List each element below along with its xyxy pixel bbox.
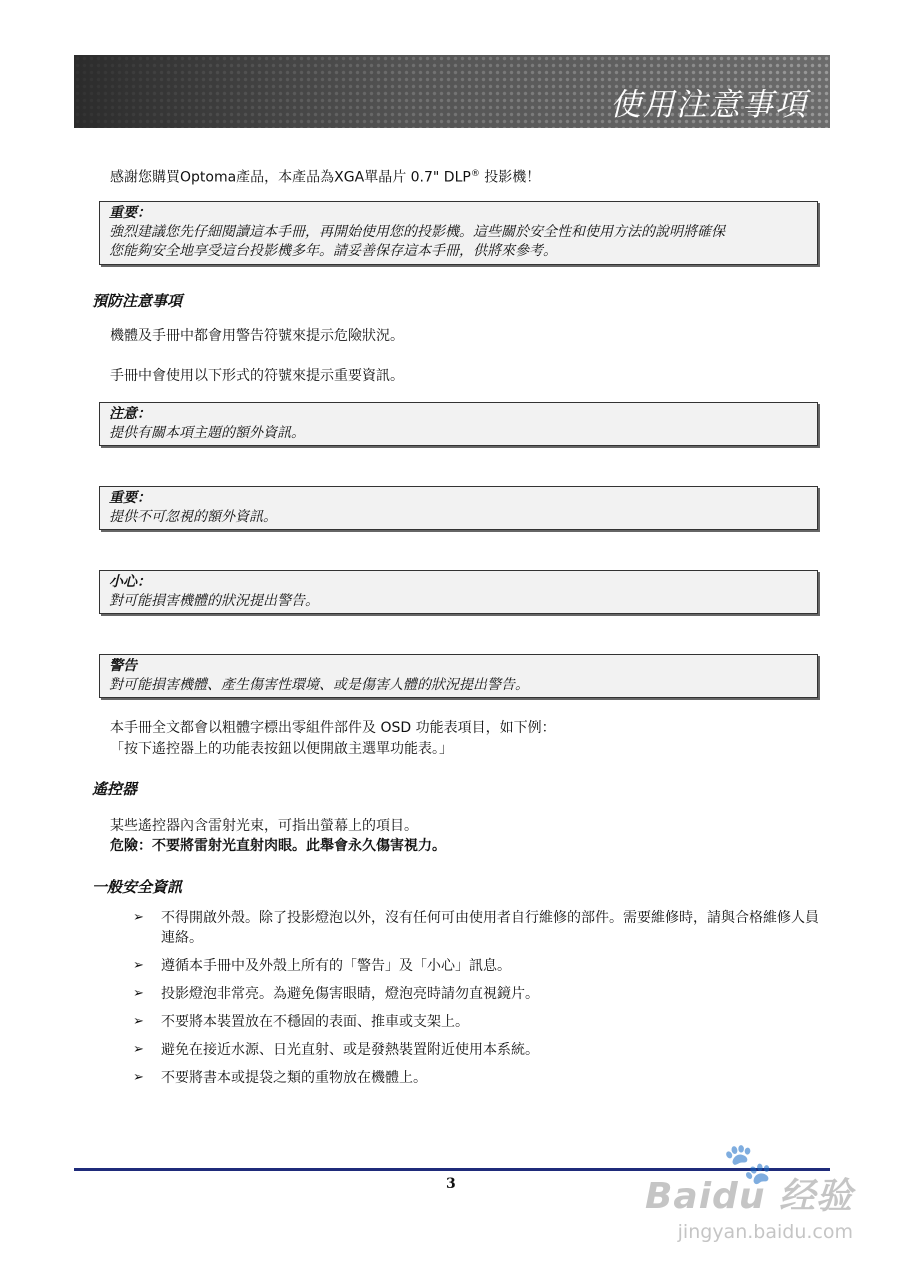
- important-box-line1: 強烈建議您先仔細閱讀這本手冊，再開始使用您的投影機。這些關於安全性和使用方法的說明將確保: [109, 224, 725, 240]
- general-heading: 一般安全資訊: [92, 878, 183, 896]
- bold-note-line2: 「按下遙控器上的功能表按鈕以便開啟主選單功能表。」: [110, 741, 453, 757]
- watermark-url: jingyan.baidu.com: [677, 1221, 853, 1243]
- notice-text: 對可能損害機體的狀況提出警告。: [109, 593, 319, 609]
- header-banner: [74, 55, 830, 128]
- notice-box-warning: [99, 654, 818, 698]
- list-item: [133, 956, 823, 976]
- notice-text: 提供有關本項主題的額外資訊。: [109, 425, 305, 441]
- notice-box-caution: [99, 570, 818, 614]
- precautions-heading: 預防注意事項: [92, 292, 183, 310]
- notice-text: 對可能損害機體、產生傷害性環境、或是傷害人體的狀況提出警告。: [109, 677, 529, 693]
- notice-box-important: [99, 486, 818, 530]
- arrow-bullet-icon: ➢: [133, 958, 144, 973]
- notice-text: 提供不可忽視的額外資訊。: [109, 509, 277, 525]
- precautions-para1: 機體及手冊中都會用警告符號來提示危險狀況。: [110, 328, 404, 344]
- list-item: [133, 1068, 823, 1088]
- notice-title: 重要：: [109, 490, 151, 506]
- arrow-bullet-icon: ➢: [133, 910, 144, 925]
- page-title: 使用注意事項: [610, 87, 808, 123]
- list-item-text: 遵循本手冊中及外殼上所有的「警告」及「小心」訊息。: [161, 958, 511, 974]
- remote-heading: 遙控器: [92, 780, 138, 798]
- list-item: [133, 984, 823, 1004]
- important-box-line2: 您能夠安全地享受這台投影機多年。請妥善保存這本手冊，供將來參考。: [109, 243, 557, 259]
- precautions-para2: 手冊中會使用以下形式的符號來提示重要資訊。: [110, 368, 404, 384]
- registered-mark: ®: [470, 169, 480, 179]
- watermark-logo: Baidu 经验: [644, 1176, 853, 1217]
- notice-box-note: [99, 402, 818, 446]
- page-number: 3: [446, 1176, 456, 1192]
- notice-title: 小心：: [109, 574, 151, 590]
- bold-note-line1: 本手冊全文都會以粗體字標出零組件部件及 OSD 功能表項目，如下例：: [110, 720, 556, 736]
- arrow-bullet-icon: ➢: [133, 986, 144, 1001]
- list-item-text: 投影燈泡非常亮。為避免傷害眼睛，燈泡亮時請勿直視鏡片。: [161, 986, 539, 1002]
- list-item-text: 不要將書本或提袋之類的重物放在機體上。: [161, 1070, 427, 1086]
- intro-text: [110, 164, 540, 188]
- notice-title: 警告: [109, 658, 137, 674]
- arrow-bullet-icon: ➢: [133, 1014, 144, 1029]
- list-item-text: 不要將本裝置放在不穩固的表面、推車或支架上。: [161, 1014, 469, 1030]
- important-box-title: 重要：: [109, 205, 151, 221]
- paw-icon: 🐾: [722, 1141, 773, 1187]
- safety-list: [133, 908, 823, 1096]
- list-item-text: 避免在接近水源、日光直射、或是發熱裝置附近使用本系統。: [161, 1042, 539, 1058]
- intro-main: 感謝您購買Optoma產品，本產品為XGA單晶片 0.7" DLP: [110, 169, 471, 186]
- arrow-bullet-icon: ➢: [133, 1070, 144, 1085]
- remote-line1: 某些遙控器內含雷射光束，可指出螢幕上的項目。: [110, 818, 418, 834]
- list-item: [133, 1012, 823, 1032]
- intro-tail: 投影機！: [479, 169, 541, 186]
- list-item: [133, 908, 823, 948]
- baidu-watermark: [644, 1141, 853, 1243]
- remote-danger: 危險：不要將雷射光直射肉眼。此舉會永久傷害視力。: [110, 838, 446, 854]
- notice-title: 注意：: [109, 406, 151, 422]
- list-item-text: 不得開啟外殼。除了投影燈泡以外，沒有任何可由使用者自行維修的部件。需要維修時，請與合格維修人員連絡。: [161, 910, 819, 946]
- important-box: [99, 201, 818, 265]
- list-item: [133, 1040, 823, 1060]
- arrow-bullet-icon: ➢: [133, 1042, 144, 1057]
